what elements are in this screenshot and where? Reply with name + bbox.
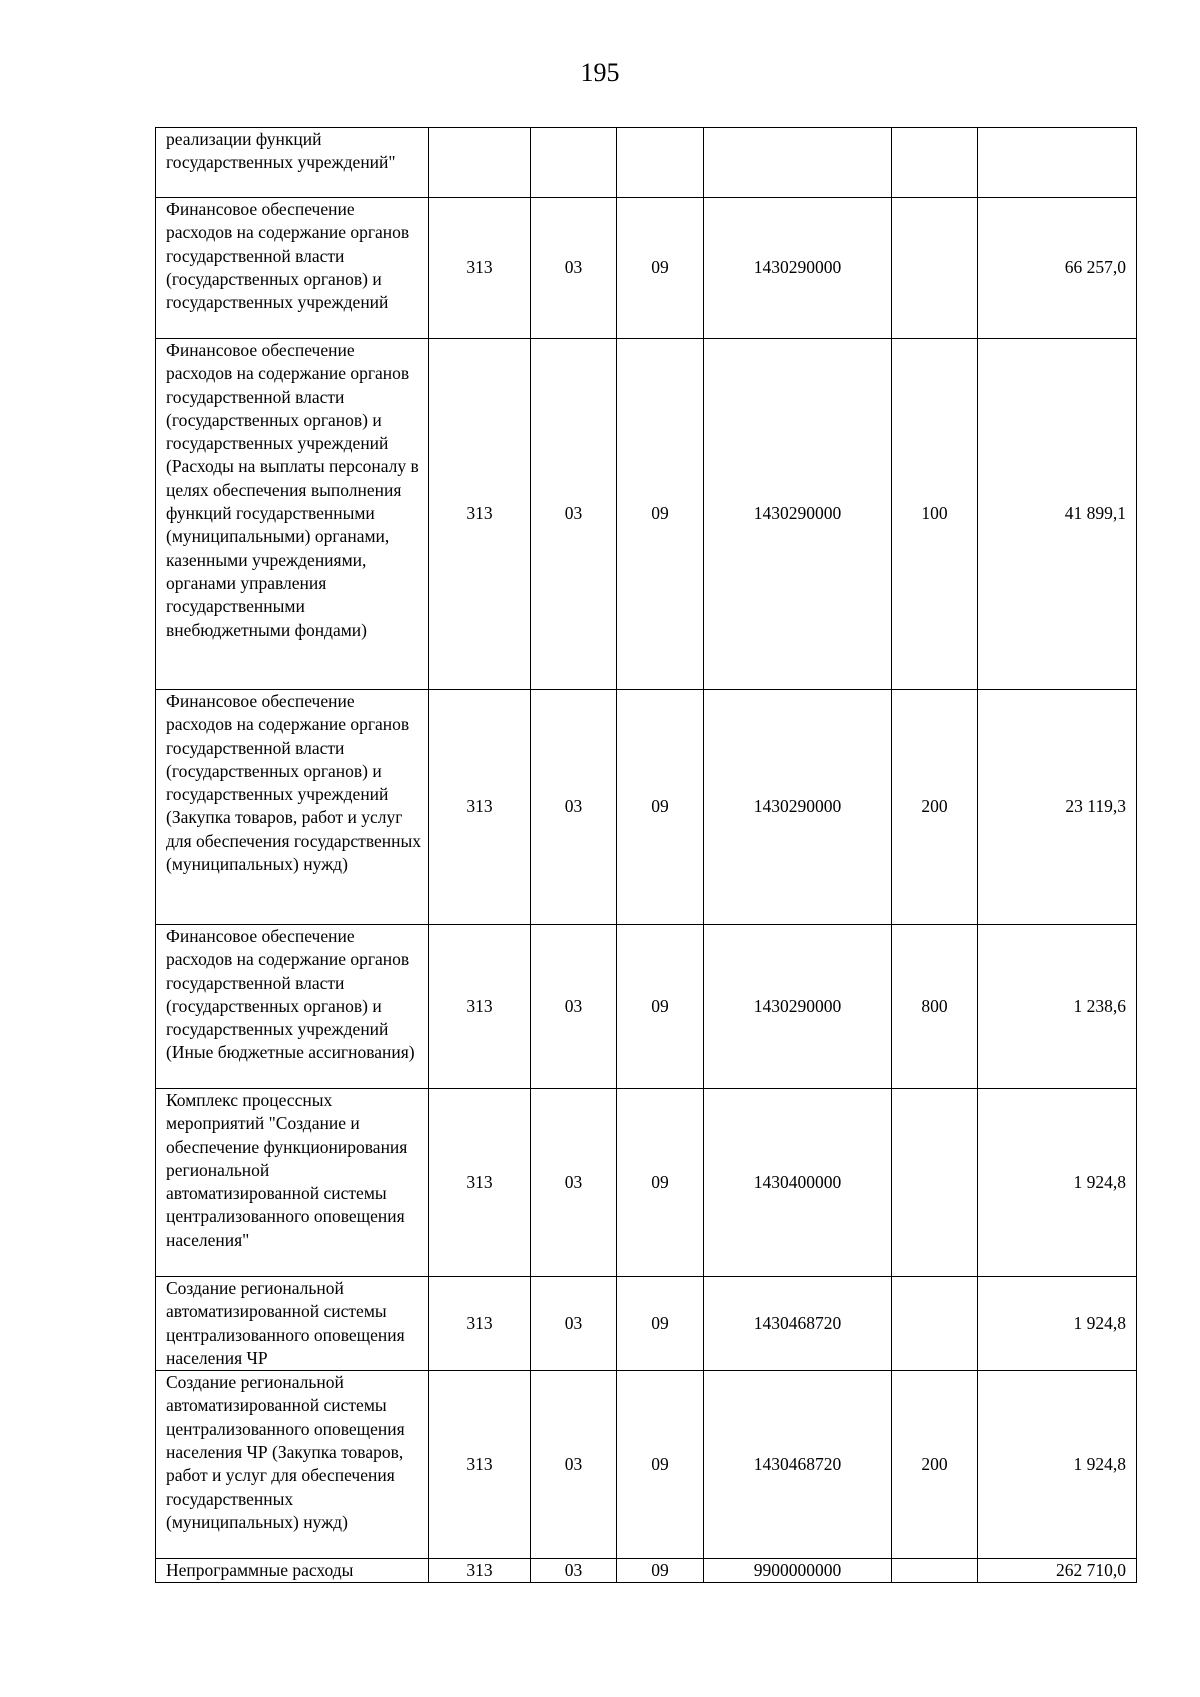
ved-cell <box>429 128 531 198</box>
expense-type-cell <box>892 1559 978 1583</box>
target-article-cell: 1430290000 <box>704 339 892 690</box>
target-article-cell <box>704 128 892 198</box>
subsection-cell: 09 <box>617 690 704 925</box>
expense-type-cell <box>892 1089 978 1277</box>
amount-cell: 262 710,0 <box>978 1559 1137 1583</box>
section-cell: 03 <box>531 1277 617 1371</box>
subsection-cell: 09 <box>617 1559 704 1583</box>
target-article-cell: 1430290000 <box>704 690 892 925</box>
expense-type-cell: 200 <box>892 690 978 925</box>
target-article-cell: 1430290000 <box>704 925 892 1089</box>
expense-type-cell: 800 <box>892 925 978 1089</box>
target-article-cell: 1430400000 <box>704 1089 892 1277</box>
table-row <box>156 925 1137 1089</box>
row-name-cell: Комплекс процессных мероприятий "Создание и обеспечение функционирования региональной автоматизированной системы централизованного оповещения населения" <box>156 1089 429 1277</box>
ved-cell: 313 <box>429 1277 531 1371</box>
table-row <box>156 1277 1137 1371</box>
target-article-cell: 1430290000 <box>704 198 892 339</box>
section-cell: 03 <box>531 1371 617 1559</box>
expense-type-cell <box>892 1277 978 1371</box>
section-cell: 03 <box>531 1089 617 1277</box>
row-name-cell: Непрограммные расходы <box>156 1559 429 1583</box>
subsection-cell: 09 <box>617 925 704 1089</box>
row-name-cell: Создание региональной автоматизированной системы централизованного оповещения населения ЧР (Закупка товаров, работ и услуг для обеспечения государственных (муниципальных) нужд) <box>156 1371 429 1559</box>
amount-cell: 66 257,0 <box>978 198 1137 339</box>
amount-cell: 1 238,6 <box>978 925 1137 1089</box>
table-row <box>156 128 1137 198</box>
row-name-cell: Создание региональной автоматизированной системы централизованного оповещения населения ЧР <box>156 1277 429 1371</box>
section-cell: 03 <box>531 339 617 690</box>
amount-cell: 1 924,8 <box>978 1371 1137 1559</box>
table-row <box>156 690 1137 925</box>
amount-cell <box>978 128 1137 198</box>
section-cell: 03 <box>531 925 617 1089</box>
table-row <box>156 1371 1137 1559</box>
subsection-cell: 09 <box>617 1277 704 1371</box>
table-row <box>156 1089 1137 1277</box>
row-name-cell: реализации функций государственных учреждений" <box>156 128 429 198</box>
subsection-cell <box>617 128 704 198</box>
table-row <box>156 339 1137 690</box>
row-name-cell: Финансовое обеспечение расходов на содержание органов государственной власти (государственных органов) и государственных учреждений <box>156 198 429 339</box>
ved-cell: 313 <box>429 925 531 1089</box>
expense-type-cell: 200 <box>892 1371 978 1559</box>
ved-cell: 313 <box>429 339 531 690</box>
expense-type-cell <box>892 198 978 339</box>
subsection-cell: 09 <box>617 1371 704 1559</box>
row-name-cell: Финансовое обеспечение расходов на содержание органов государственной власти (государственных органов) и государственных учреждений (Расходы на выплаты персоналу в целях обеспечения выполнения функций государственными (муниципальными) органами, казенными учреждениями, органами управления государственными внебюджетными фондами) <box>156 339 429 690</box>
table-row <box>156 1559 1137 1583</box>
ved-cell: 313 <box>429 1559 531 1583</box>
target-article-cell: 1430468720 <box>704 1277 892 1371</box>
section-cell: 03 <box>531 1559 617 1583</box>
amount-cell: 41 899,1 <box>978 339 1137 690</box>
target-article-cell: 1430468720 <box>704 1371 892 1559</box>
amount-cell: 23 119,3 <box>978 690 1137 925</box>
row-name-cell: Финансовое обеспечение расходов на содержание органов государственной власти (государственных органов) и государственных учреждений (Иные бюджетные ассигнования) <box>156 925 429 1089</box>
section-cell: 03 <box>531 690 617 925</box>
expense-type-cell: 100 <box>892 339 978 690</box>
section-cell <box>531 128 617 198</box>
row-name-cell: Финансовое обеспечение расходов на содержание органов государственной власти (государственных органов) и государственных учреждений (Закупка товаров, работ и услуг для обеспечения государственных (муниципальных) нужд) <box>156 690 429 925</box>
ved-cell: 313 <box>429 1089 531 1277</box>
table-row <box>156 198 1137 339</box>
amount-cell: 1 924,8 <box>978 1089 1137 1277</box>
subsection-cell: 09 <box>617 339 704 690</box>
ved-cell: 313 <box>429 1371 531 1559</box>
expense-type-cell <box>892 128 978 198</box>
budget-table <box>155 127 1137 1583</box>
ved-cell: 313 <box>429 198 531 339</box>
section-cell: 03 <box>531 198 617 339</box>
subsection-cell: 09 <box>617 198 704 339</box>
target-article-cell: 9900000000 <box>704 1559 892 1583</box>
amount-cell: 1 924,8 <box>978 1277 1137 1371</box>
page-number: 195 <box>580 58 620 87</box>
subsection-cell: 09 <box>617 1089 704 1277</box>
ved-cell: 313 <box>429 690 531 925</box>
